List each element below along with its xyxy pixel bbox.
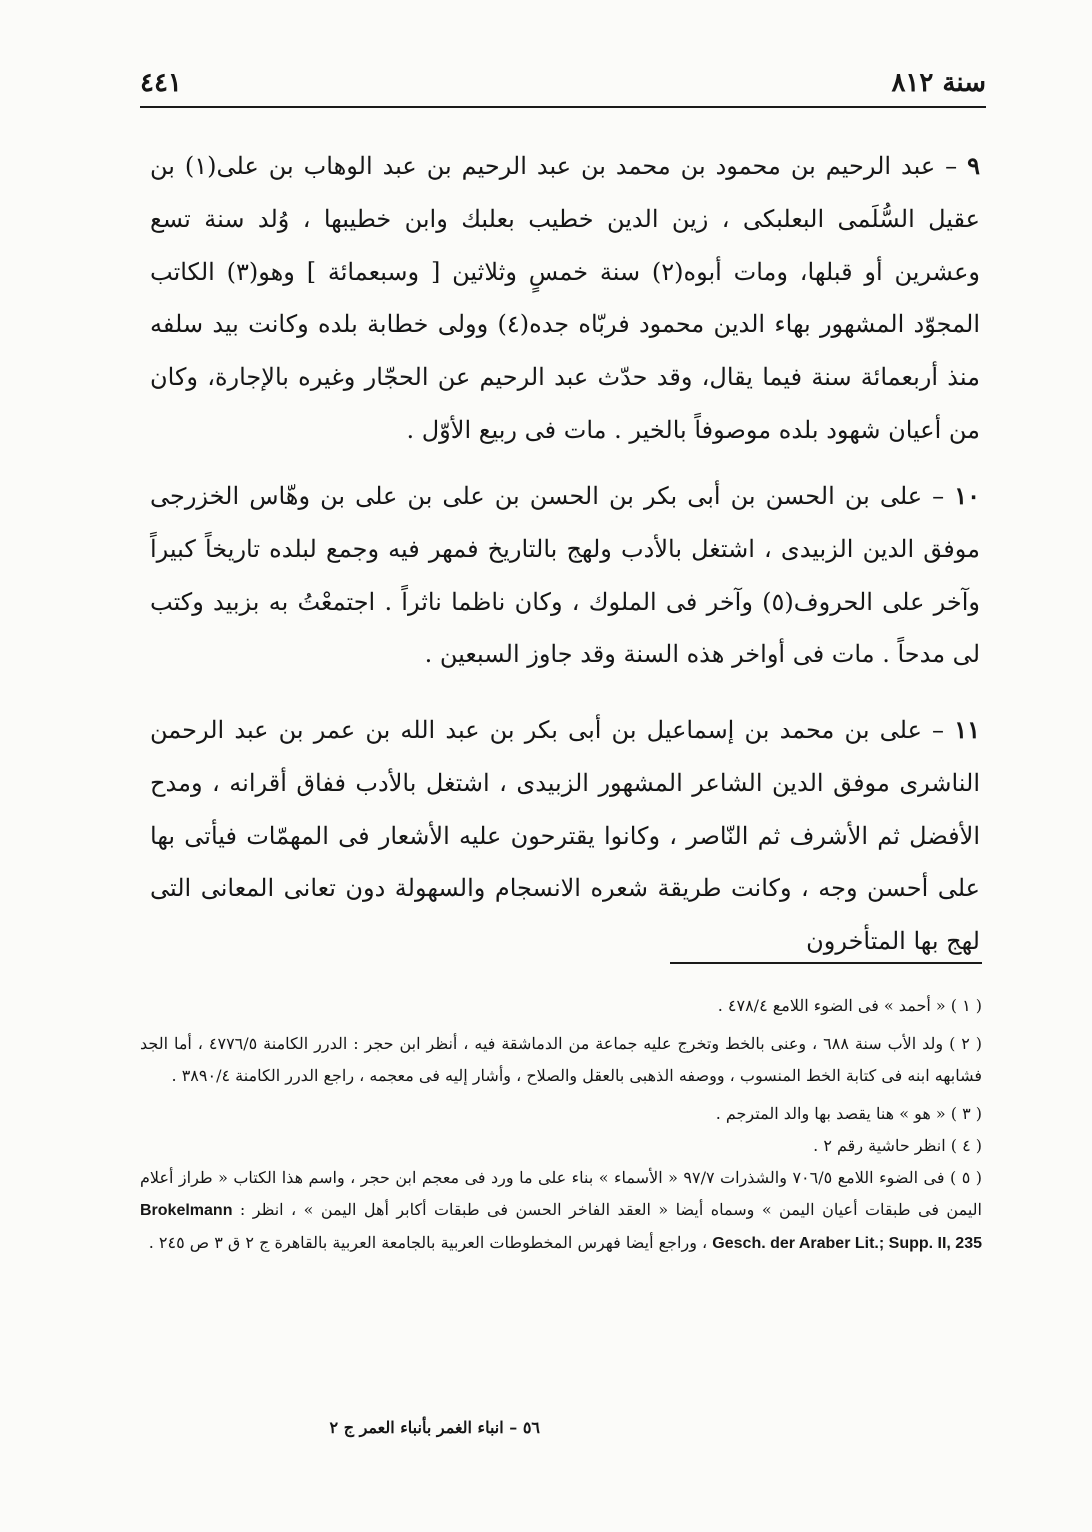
entry-number: ١١	[954, 715, 980, 744]
page-number: ٤٤١	[140, 68, 182, 98]
entry-text: – عبد الرحيم بن محمود بن محمد بن عبد الرحيم بن عبد الوهاب بن على(١) بن عقيل السُّلَمى البعلبكى ، زين الدين خطيب بعلبك وابن خطيبها ، وُلد سنة تسع وعشرين أو قبلها، ومات أبوه(٢) سنة خمسٍ وثلاثين [ وسبعمائة ] وهو(٣) الكاتب المجوّد المشهور بهاء الدين محمود فربّاه جده(٤) وولى خطابة بلده وكانت بيد سلفه منذ أربعمائة سنة فيما يقال، وقد حدّث عبد الرحيم عن الحجّار وغيره بالإجارة، وكان من أعيان شهود بلده موصوفاً بالخير . مات فى ربيع الأوّل .	[150, 152, 980, 444]
footnote-text: انظر حاشية رقم ٢ .	[813, 1136, 946, 1155]
footnote-marker: ( ٣ )	[950, 1104, 982, 1123]
footnote-3	[140, 1098, 982, 1130]
footnote-latin-reference: Brokelmann Gesch. der Araber Lit.; Supp. II, 235	[140, 1202, 982, 1252]
footnote-marker: ( ٢ )	[949, 1034, 983, 1053]
footnotes	[140, 990, 982, 1260]
biography-entry-9	[150, 140, 980, 457]
footnote-text: فى الضوء اللامع ٧٠٦/٥ والشذرات ٩٧/٧ « الأسماء » بناء على ما ورد فى معجم ابن حجر ، واسم هذا الكتاب « طراز أعلام اليمن فى طبقات أعيان اليمن » وسماه أيضا « العقد الفاخر الحسن فى طبقات أكابر أهل اليمن » ، انظر :	[140, 1168, 982, 1219]
entry-number: ١٠	[954, 481, 980, 510]
footnote-1	[140, 990, 982, 1022]
footnote-5	[140, 1162, 982, 1260]
entry-text: – على بن الحسن بن أبى بكر بن الحسن بن على بن على بن وهّاس الخزرجى موفق الدين الزبيدى ، اشتغل بالأدب ولهج بالتاريخ فمهر فيه وجمع لبلده تاريخاً كبيراً وآخر على الحروف(٥) وآخر فى الملوك ، وكان ناظما ناثراً . اجتمعْتُ به بزبيد وكتب لى مدحاً . مات فى أواخر هذه السنة وقد جاوز السبعين .	[150, 482, 980, 669]
footnote-text-continued: ، وراجع أيضا فهرس المخطوطات العربية بالجامعة العربية بالقاهرة ج ٢ ق ٣ ص ٢٤٥ .	[148, 1233, 708, 1252]
entry-text: – على بن محمد بن إسماعيل بن أبى بكر بن عبد الله بن عمر بن عبد الرحمن الناشرى موفق الدين الشاعر المشهور الزبيدى ، اشتغل بالأدب ففاق أقرانه ، ومدح الأفضل ثم الأشرف ثم النّاصر ، وكانوا يقترحون عليه الأشعار فى المهمّات فيأتى بها على أحسن وجه ، وكانت طريقة شعره الانسجام والسهولة دون تعانى المعانى التى لهج بها المتأخرون	[150, 716, 980, 956]
footnote-4	[140, 1130, 982, 1162]
footnote-marker: ( ٤ )	[950, 1136, 982, 1155]
footnote-text: ولد الأب سنة ٦٨٨ ، وعنى بالخط وتخرج عليه جماعة من الدماشقة فيه ، أنظر ابن حجر : الدرر الكامنة ٤٧٧٦/٥ ، أما الجد فشابهه ابنه فى كتابة الخط المنسوب ، ووصفه الذهبى بالعقل والصلاح ، وأشار إليه فى معجمه ، راجع الدرر الكامنة ٣٨٩٠/٤ .	[140, 1034, 982, 1085]
signature-line: ٥٦ – انباء الغمر بأنباء العمر ج ٢	[329, 1418, 540, 1437]
paragraph	[150, 704, 980, 968]
biography-entry-10	[150, 470, 980, 681]
page-header	[140, 62, 986, 102]
footnote-text: « أحمد » فى الضوء اللامع ٤٧٨/٤ .	[717, 996, 946, 1015]
biography-entry-11	[150, 704, 980, 968]
footnote-marker: ( ١ )	[950, 996, 982, 1015]
footnote-2	[140, 1028, 982, 1092]
header-rule	[140, 106, 986, 108]
paragraph	[150, 140, 980, 457]
footnote-rule	[670, 962, 982, 964]
footnote-marker: ( ٥ )	[950, 1168, 983, 1187]
paragraph	[150, 470, 980, 681]
entry-number: ٩	[967, 151, 980, 180]
footnote-text: « هو » هنا يقصد بها والد المترجم .	[715, 1104, 946, 1123]
running-head-year: سنة ٨١٢	[891, 68, 986, 98]
